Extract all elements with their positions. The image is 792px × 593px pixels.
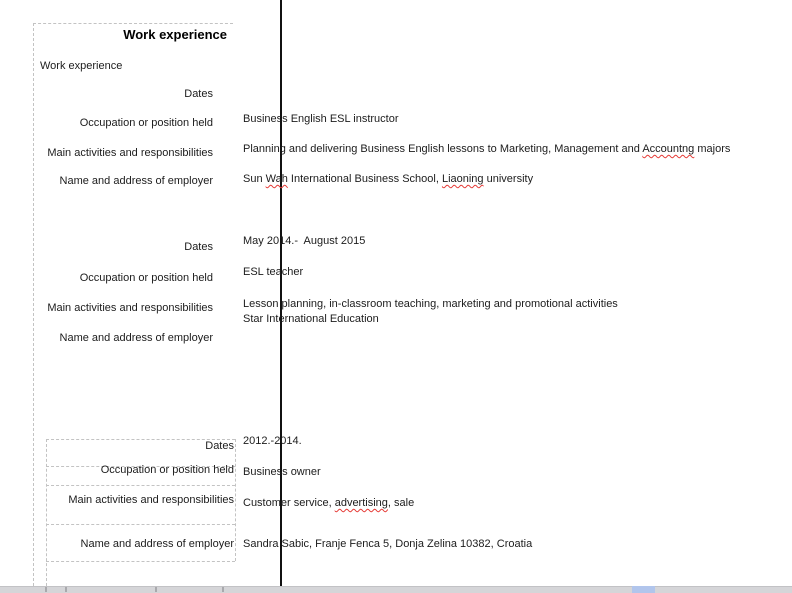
field-label-dates: Dates <box>205 440 234 452</box>
strip-divider <box>45 587 47 592</box>
value-occupation: Business owner <box>243 466 321 478</box>
strip-divider <box>222 587 224 592</box>
value-occupation: ESL teacher <box>243 266 304 278</box>
table-gridline <box>46 561 235 562</box>
table-gridline <box>46 485 235 486</box>
field-label-activities: Main activities and responsibilities <box>68 494 234 506</box>
field-label-employer: Name and address of employer <box>59 175 213 187</box>
value-activities: Customer service, advertising, sale <box>243 497 415 509</box>
activities-line1: Lesson planning, in-classroom teaching, marketing and promotional activities <box>243 298 618 310</box>
bottom-cropped-strip <box>0 586 792 593</box>
scrollbar-thumb[interactable] <box>632 586 655 593</box>
value-activities <box>243 297 618 327</box>
value-occupation: Business English ESL instructor <box>243 113 399 125</box>
field-label-employer: Name and address of employer <box>59 332 213 344</box>
section-heading: Work experience <box>123 27 227 42</box>
field-label-employer: Name and address of employer <box>80 538 234 550</box>
field-label-dates: Dates <box>184 241 213 253</box>
value-dates: 2012.-2014. <box>243 435 302 447</box>
value-employer: Sandra Sabic, Franje Fenca 5, Donja Zelina 10382, Croatia <box>243 538 533 550</box>
activities-line2: Star International Education <box>243 313 379 325</box>
field-label-activities: Main activities and responsibilities <box>47 302 213 314</box>
row-group-label: Work experience <box>40 60 123 72</box>
table-gridline <box>46 439 47 586</box>
strip-divider <box>155 587 157 592</box>
misspelled-word: Wah <box>265 173 288 185</box>
strip-divider <box>65 587 67 592</box>
misspelled-word: Accountng <box>642 143 695 155</box>
value-dates: May 2014.- August 2015 <box>243 235 366 247</box>
field-label-occupation: Occupation or position held <box>79 272 213 284</box>
field-label-occupation: Occupation or position held <box>100 464 234 476</box>
table-gridline-top <box>33 23 233 24</box>
misspelled-word: Liaoning <box>441 173 484 185</box>
value-activities: Planning and delivering Business English lessons to Marketing, Management and Accountng majors <box>243 143 731 155</box>
field-label-activities: Main activities and responsibilities <box>47 147 213 159</box>
field-label-dates: Dates <box>184 88 213 100</box>
misspelled-word: advertising <box>334 497 388 509</box>
table-gridline <box>46 524 235 525</box>
field-label-occupation: Occupation or position held <box>79 117 213 129</box>
table-gridline <box>235 439 236 561</box>
value-employer: Sun Wah International Business School, Liaoning university <box>243 173 534 185</box>
